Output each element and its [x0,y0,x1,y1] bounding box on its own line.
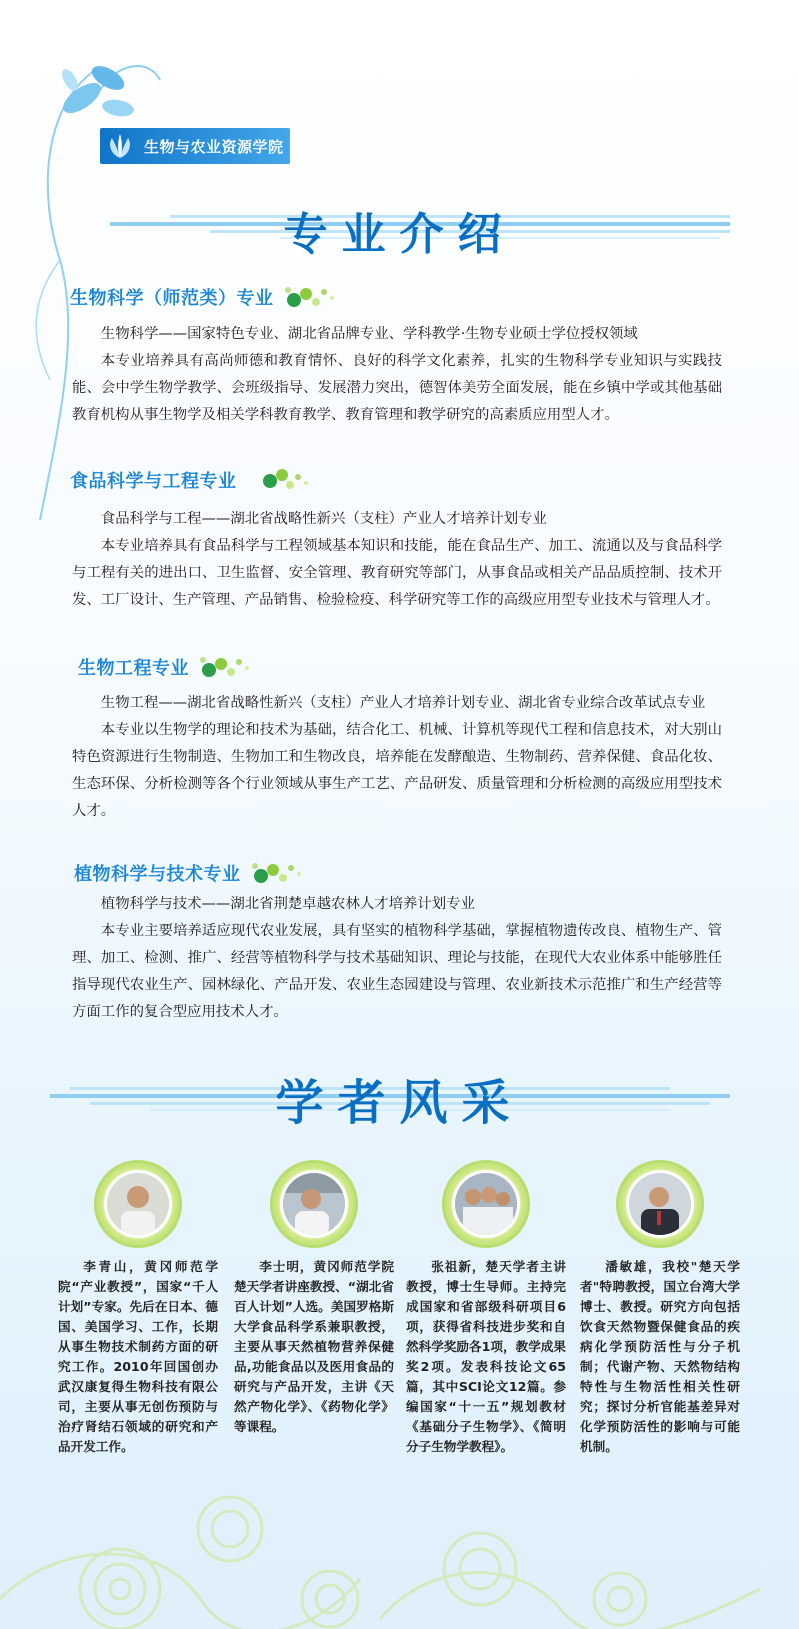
leaf-icon [100,128,140,164]
major-intro: 生物工程——湖北省战略性新兴（支柱）产业人才培养计划专业、湖北省专业综合改革试点专业 [100,695,706,711]
major-body: 本专业培养具有食品科学与工程领域基本知识和技能，能在食品生产、加工、流通以及与食品科学与工程有关的进出口、卫生监督、安全管理、教育研究等部门，从事食品或相关产品品质控制、技术开发、工厂设计、生产管理、产品销售、检验检疫、科学研究等工作的高级应用型专业技术与管理人才。 [72,538,722,608]
scholar-bio: 潘敏雄，我校"楚天学者"特聘教授，国立台湾大学博士、教授。研究方向包括饮食天然物暨保健食品的疾病化学预防活性与分子机制；代谢产物、天然物结构特性与生物活性相关性研究；探讨分析官能基差异对化学预防活性的影响与可能机制。 [580,1259,740,1454]
portrait-frame [445,1163,527,1245]
section-title-majors: 专业介绍 [283,209,516,260]
major-body: 本专业主要培养适应现代农业发展，具有坚实的植物科学基础，掌握植物遗传改良、植物生产、管理、加工、检测、推广、经营等植物科学与技术基础知识、理论与技能，在现代大农业体系中能够胜任指导现代农业生产、园林绿化、产品开发、农业生态园建设与管理、农业新技术示范推广和生产经营等方面工作的复合型应用技术人才。 [72,923,722,1020]
portrait-frame [273,1163,355,1245]
major-intro: 植物科学与技术——湖北省荆楚卓越农林人才培养计划专业 [100,896,475,912]
scholar-card-3 [406,1163,566,1457]
portrait-frame [97,1163,179,1245]
major-desc-2 [72,506,722,614]
scholar-photo [283,1173,345,1235]
scholar-card-2 [234,1163,394,1437]
scholar-bio: 李士明，黄冈师范学院楚天学者讲座教授、“湖北省百人计划”人选。美国罗格斯大学食品科学系兼职教授，主要从事天然植物营养保健品,功能食品以及医用食品的研究与产品开发，主讲《天然产物化学》、《药物化学》等课程。 [234,1259,394,1434]
scholar-photo [629,1173,691,1235]
scholar-bio: 李青山，黄冈师范学院“产业教授”，国家“千人计划”专家。先后在日本、德国、美国学习、工作，长期从事生物技术制药方面的研究工作。2010年回国创办武汉康复得生物科技有限公司，主要从事无创伤预防与治疗肾结石领域的研究和产品开发工作。 [58,1259,218,1454]
scholar-card-1 [58,1163,218,1457]
scholar-bio: 张祖新，楚天学者主讲教授，博士生导师。主持完成国家和省部级科研项目6项，获得省科技进步奖和自然科学奖励各1项，教学成果奖2项。发表科技论文65篇，其中SCI论文12篇。参编国家“十一五”规划教材《基础分子生物学》、《简明分子生物学教程》。 [406,1259,566,1454]
section-title-scholars: 学者风采 [275,1075,524,1131]
major-title-3 [78,652,257,682]
portrait-frame [619,1163,701,1245]
major-title-text: 食品科学与工程专业 [70,471,237,492]
dots-icon [282,282,342,312]
scholar-photo [455,1173,517,1235]
major-intro: 生物科学——国家特色专业、湖北省品牌专业、学科教学·生物专业硕士学位授权领域 [100,326,638,342]
major-title-text: 植物科学与技术专业 [74,864,241,885]
major-title-text: 生物科学（师范类）专业 [70,288,274,309]
major-title-1 [70,282,342,312]
major-desc-3 [72,690,722,825]
major-title-text: 生物工程专业 [78,658,189,679]
dots-icon [245,465,315,495]
major-title-4 [74,858,309,888]
major-desc-1 [72,321,722,429]
college-label [100,128,290,164]
major-body: 本专业以生物学的理论和技术为基础，结合化工、机械、计算机等现代工程和信息技术，对大别山特色资源进行生物制造、生物加工和生物改良，培养能在发酵酿造、生物制药、营养保健、食品化妆、生态环保、分析检测等各个行业领域从事生产工艺、产品研发、质量管理和分析检测的高级应用型技术人才。 [72,722,722,819]
major-desc-4 [72,891,722,1026]
scholar-card-4 [580,1163,740,1457]
dots-icon [197,652,257,682]
major-body: 本专业培养具有高尚师德和教育情怀、良好的科学文化素养，扎实的生物科学专业知识与实践技能、会中学生物学教学、会班级指导、发展潜力突出，德智体美劳全面发展，能在乡镇中学或其他基础教育机构从事生物学及相关学科教育教学、教育管理和教学研究的高素质应用型人才。 [72,353,722,423]
major-title-2 [70,465,315,495]
dots-icon [249,858,309,888]
college-name: 生物与农业资源学院 [144,137,284,156]
major-intro: 食品科学与工程——湖北省战略性新兴（支柱）产业人才培养计划专业 [100,511,547,527]
scholar-photo [107,1173,169,1235]
